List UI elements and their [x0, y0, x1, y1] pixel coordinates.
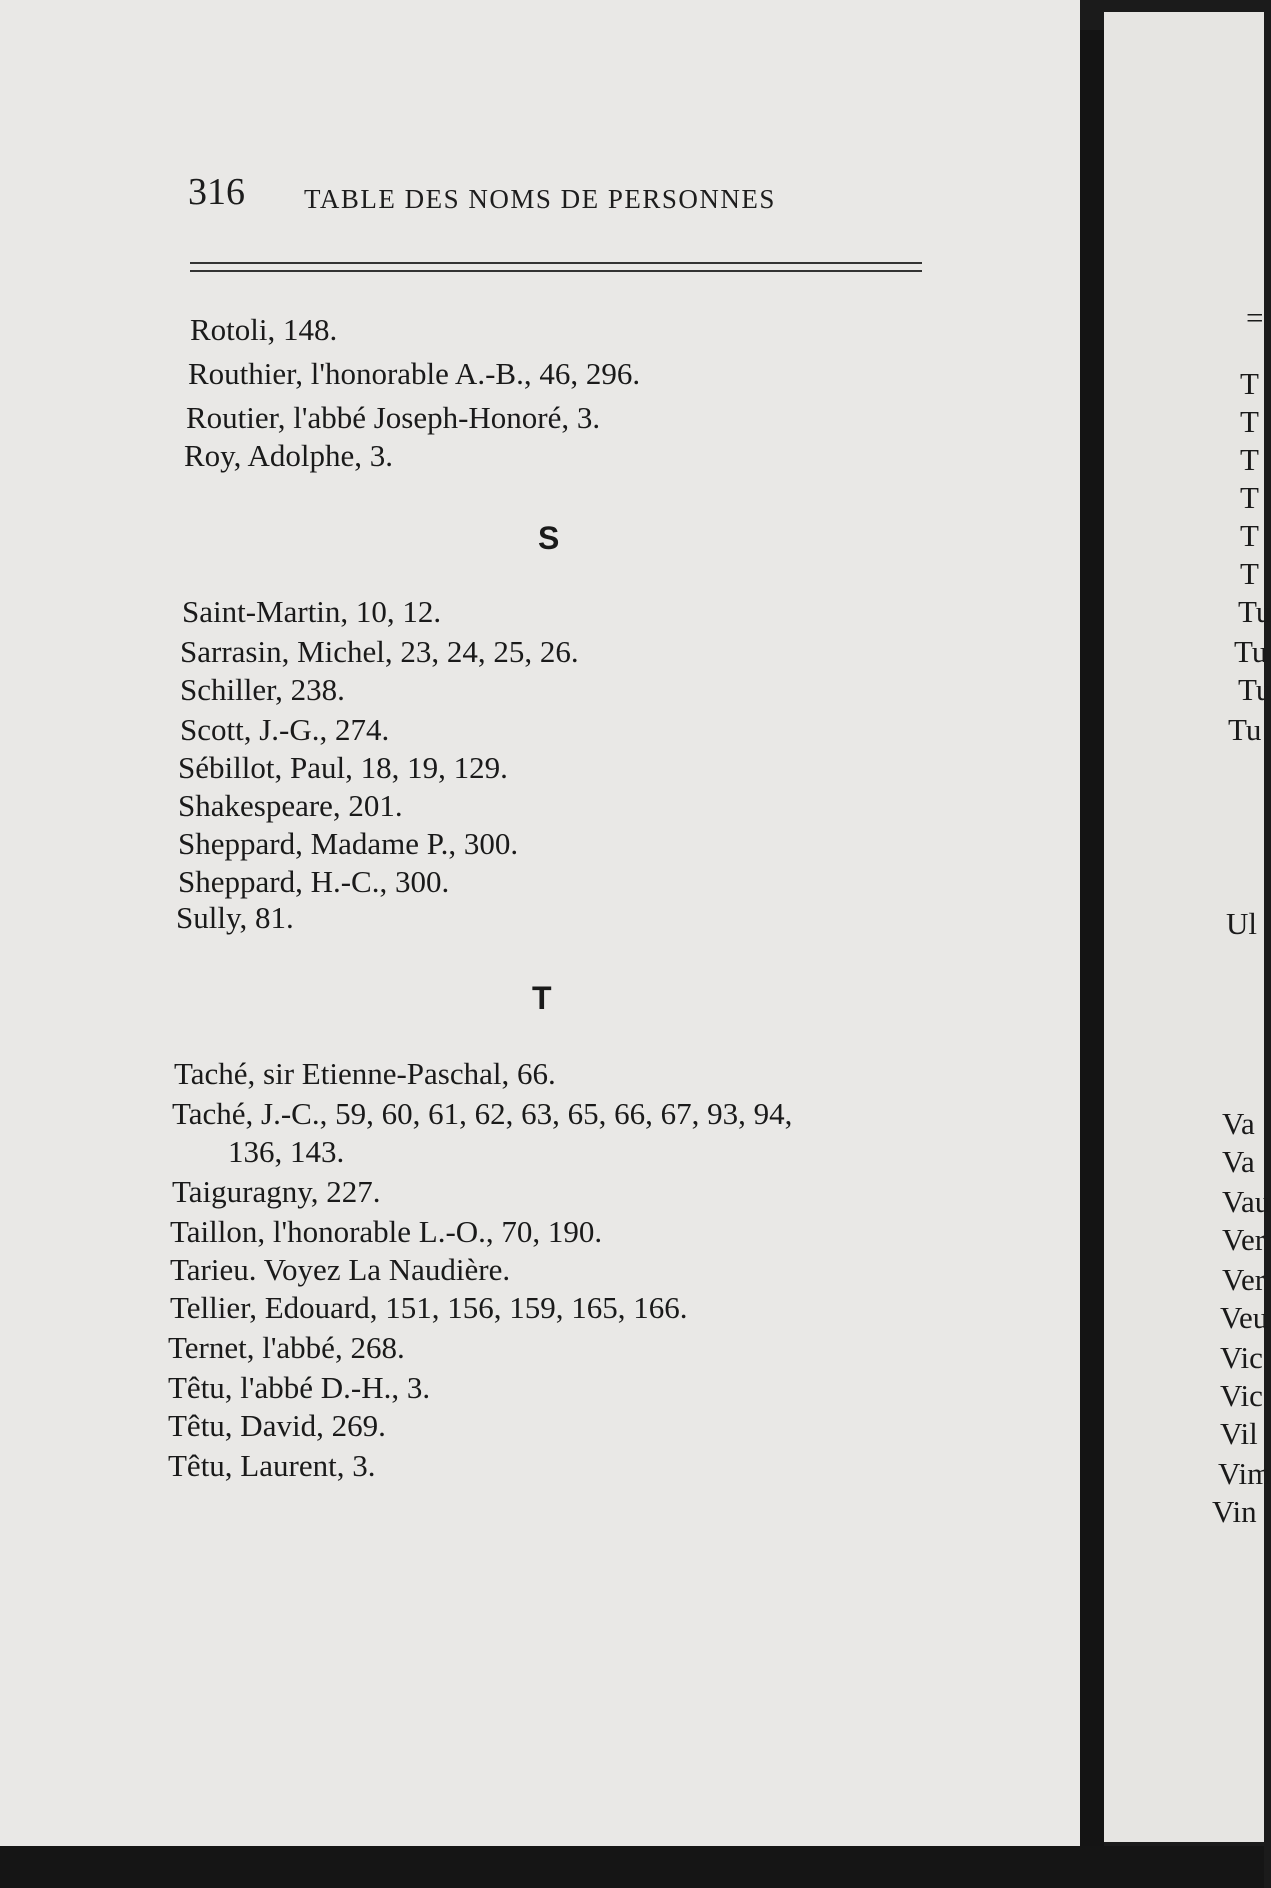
index-entry: Taché, sir Etienne-Paschal, 66. — [174, 1056, 556, 1091]
header-rule-top — [190, 262, 922, 264]
index-entry: Sheppard, Madame P., 300. — [178, 826, 519, 861]
index-entry: Routier, l'abbé Joseph-Honoré, 3. — [186, 400, 601, 435]
index-entry: Têtu, David, 269. — [168, 1408, 386, 1443]
right-page-fragment: T — [1240, 366, 1259, 401]
right-page-fragment: Veu — [1220, 1300, 1269, 1335]
right-page-fragment: Vic — [1220, 1378, 1263, 1413]
right-page-fragment: Vic — [1220, 1340, 1263, 1375]
right-page-fragment: Vim — [1218, 1456, 1271, 1491]
right-page-fragment: Tu — [1234, 634, 1268, 669]
section-letter-t: T — [532, 980, 552, 1016]
index-entry: Schiller, 238. — [180, 672, 345, 707]
index-entry: Sully, 81. — [176, 900, 294, 935]
right-page-fragment: Ul — [1226, 906, 1257, 941]
index-entry: Têtu, Laurent, 3. — [168, 1448, 376, 1483]
index-entry: Tarieu. Voyez La Naudière. — [170, 1252, 511, 1287]
index-entry: Shakespeare, 201. — [178, 788, 403, 823]
index-entry: Tellier, Edouard, 151, 156, 159, 165, 166. — [170, 1290, 688, 1325]
index-entry-continuation: 136, 143. — [228, 1134, 345, 1169]
right-page-fragment: T — [1240, 556, 1259, 591]
right-page-fragment: Vau — [1222, 1184, 1271, 1219]
right-page-fragment: Va — [1222, 1106, 1255, 1141]
right-page-fragment: Ver — [1222, 1222, 1266, 1257]
scan-border — [0, 1846, 1264, 1888]
running-head: TABLE DES NOMS DE PERSONNES — [304, 184, 776, 214]
right-page-fragment: Tu — [1238, 672, 1271, 707]
right-page-fragment: T — [1240, 442, 1259, 477]
right-page-fragment: Vil — [1220, 1416, 1258, 1451]
page-number: 316 — [188, 171, 245, 213]
index-entry: Taillon, l'honorable L.-O., 70, 190. — [170, 1214, 603, 1249]
rule-fragment: = — [1246, 300, 1264, 335]
index-entry: Taiguragny, 227. — [172, 1174, 381, 1209]
index-entry: Roy, Adolphe, 3. — [184, 438, 393, 473]
right-page-fragment: Va — [1222, 1144, 1255, 1179]
right-page-fragment: T — [1240, 480, 1259, 515]
index-entry: Ternet, l'abbé, 268. — [168, 1330, 405, 1365]
index-entry: Rotoli, 148. — [190, 312, 338, 347]
header-rule-bottom — [190, 270, 922, 272]
index-entry: Saint-Martin, 10, 12. — [182, 594, 442, 629]
index-entry: Sébillot, Paul, 18, 19, 129. — [178, 750, 508, 785]
page-header — [188, 170, 928, 230]
section-letter-s: S — [538, 520, 560, 556]
right-page-fragment: T — [1240, 518, 1259, 553]
index-entry: Routhier, l'honorable A.-B., 46, 296. — [188, 356, 641, 391]
book-gutter — [1080, 30, 1104, 1860]
right-page-fragment: Tu — [1238, 594, 1271, 629]
index-entry: Sarrasin, Michel, 23, 24, 25, 26. — [180, 634, 579, 669]
index-entry: Taché, J.-C., 59, 60, 61, 62, 63, 65, 66, 67, 93, 94, — [172, 1096, 793, 1131]
index-entry: Scott, J.-G., 274. — [180, 712, 390, 747]
right-page-fragment: T — [1240, 404, 1259, 439]
right-page-fragment: Ver — [1222, 1262, 1266, 1297]
right-page-fragment: Vin — [1212, 1494, 1257, 1529]
index-entry: Têtu, l'abbé D.-H., 3. — [168, 1370, 431, 1405]
index-entry: Sheppard, H.-C., 300. — [178, 864, 450, 899]
right-page-fragment: Tu — [1228, 712, 1262, 747]
